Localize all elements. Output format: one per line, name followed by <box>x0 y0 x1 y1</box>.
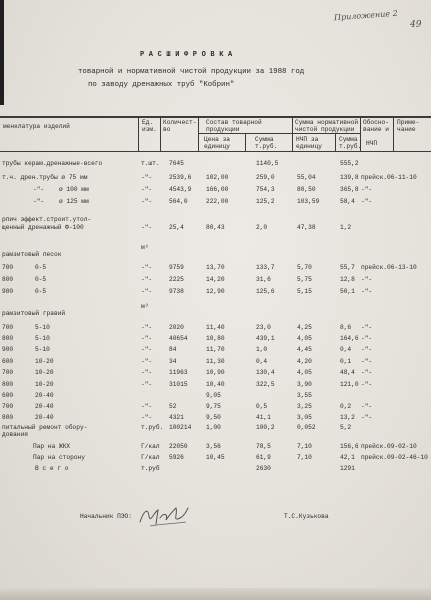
grade-mark: 900 <box>2 288 14 295</box>
unit-price: 10,45 <box>206 454 225 461</box>
nchp-per-unit: 55,04 <box>297 174 316 181</box>
nchp-per-unit: 0,052 <box>297 424 316 431</box>
commodity-sum: 1,0 <box>256 346 268 353</box>
product-name: Пар на ЖКХ <box>33 443 71 450</box>
quantity: 9759 <box>169 264 184 271</box>
unit-of-measure: т.руб <box>141 465 160 472</box>
nchp-per-unit: 80,50 <box>297 186 316 193</box>
quantity: 22050 <box>169 443 188 450</box>
header-nchp-price: НЧП за <box>296 136 319 143</box>
header-commodity-price: единицу <box>204 143 230 150</box>
header-note: Приме- <box>397 119 420 126</box>
grade-mark: 700 <box>2 264 14 271</box>
unit-price: 9,75 <box>206 403 221 410</box>
fraction-size: 0-5 <box>35 276 47 283</box>
quantity: 5926 <box>169 454 184 461</box>
price-list-basis: прейск.09-02-10 <box>361 443 417 450</box>
nchp-per-unit: 4,25 <box>297 324 312 331</box>
unit-price: 9,50 <box>206 414 221 421</box>
unit-price: 14,20 <box>206 276 225 283</box>
header-commodity-price: Цена за <box>204 136 230 143</box>
header-divider <box>245 133 246 152</box>
table-row <box>0 216 431 230</box>
commodity-sum: 439,1 <box>256 335 275 342</box>
nchp-sum: 58,4 <box>340 198 355 205</box>
nchp-sum: 5,2 <box>340 424 352 431</box>
commodity-sum: 2630 <box>256 465 271 472</box>
nchp-sum: 156,6 <box>340 443 359 450</box>
header-commodity-group: продукции <box>206 126 240 133</box>
scan-edge-left <box>0 0 4 105</box>
commodity-sum: 1140,5 <box>256 160 279 167</box>
commodity-sum: 78,5 <box>256 443 271 450</box>
unit-of-measure: Г/кал <box>141 454 160 461</box>
grade-mark: 800 <box>2 381 14 388</box>
unit-price: 10,40 <box>206 381 225 388</box>
unit-of-measure: -"- <box>141 186 153 193</box>
unit-of-measure: -"- <box>141 324 153 331</box>
scan-edge-bottom <box>0 588 431 600</box>
table-row <box>0 288 431 302</box>
fraction-size: 10-20 <box>35 381 54 388</box>
product-name: В с е г о <box>35 465 69 472</box>
unit-price: 166,00 <box>206 186 229 193</box>
unit-price: 10,90 <box>206 369 225 376</box>
unit-price: 80,43 <box>206 224 225 231</box>
nchp-sum: 121,0 <box>340 381 359 388</box>
unit-of-measure: Г/кал <box>141 443 160 450</box>
price-list-basis: прейск.06-13-10 <box>361 264 417 271</box>
product-name-continued: щенный дренажный Ф-100 <box>2 224 84 231</box>
header-top-rule <box>0 116 431 118</box>
price-list-basis: -"- <box>361 288 373 295</box>
unit-of-measure: м³ <box>141 244 149 251</box>
handwritten-annotation: Приложение 2 <box>333 8 399 23</box>
header-commodity-sum: т.руб. <box>255 143 278 150</box>
nchp-per-unit: 7,10 <box>297 454 312 461</box>
nchp-sum: 365,8 <box>340 186 359 193</box>
price-list-basis: -"- <box>361 198 373 205</box>
fraction-size: 5-10 <box>35 324 50 331</box>
price-list-basis: -"- <box>361 403 373 410</box>
unit-of-measure: -"- <box>141 403 153 410</box>
unit-of-measure: т.руб. <box>141 424 164 431</box>
header-divider <box>393 116 394 152</box>
nchp-sum: 13,2 <box>340 414 355 421</box>
price-list-basis: -"- <box>361 276 373 283</box>
nchp-per-unit: 7,10 <box>297 443 312 450</box>
grade-mark: 700 <box>2 403 14 410</box>
header-divider <box>292 116 293 152</box>
commodity-sum: 61,9 <box>256 454 271 461</box>
quantity: 9738 <box>169 288 184 295</box>
price-list-basis: прейск.06-11-10 <box>361 174 417 181</box>
quantity: 7645 <box>169 160 184 167</box>
nchp-sum: 42,1 <box>340 454 355 461</box>
unit-price: 9,05 <box>206 392 221 399</box>
commodity-sum: 0,4 <box>256 358 268 365</box>
header-nchp-group: Сумма нормативной <box>295 119 359 126</box>
nchp-sum: 139,8 <box>340 174 359 181</box>
header-divider <box>335 133 336 152</box>
fraction-size: 5-10 <box>35 335 50 342</box>
unit-of-measure: -"- <box>141 381 153 388</box>
quantity: 4321 <box>169 414 184 421</box>
handwritten-page-number: 49 <box>410 20 422 30</box>
nchp-per-unit: 3,90 <box>297 381 312 388</box>
price-list-basis: -"- <box>361 414 373 421</box>
unit-of-measure: -"- <box>141 198 153 205</box>
unit-price: 11,40 <box>206 324 225 331</box>
nchp-per-unit: 47,38 <box>297 224 316 231</box>
quantity: 100214 <box>169 424 192 431</box>
table-row <box>0 198 431 212</box>
quantity: 2539,6 <box>169 174 192 181</box>
header-nomenclature: менклатура изделий <box>3 123 70 130</box>
unit-price: 12,90 <box>206 288 225 295</box>
nchp-sum: 555,2 <box>340 160 359 167</box>
commodity-sum: 2,0 <box>256 224 268 231</box>
header-basis: НЧП <box>366 140 378 147</box>
commodity-sum: 322,5 <box>256 381 275 388</box>
grade-mark: 700 <box>2 369 14 376</box>
section-heading <box>0 303 431 324</box>
unit-price: 102,00 <box>206 174 229 181</box>
commodity-sum: 133,7 <box>256 264 275 271</box>
header-nchp-sum: т.руб. <box>339 143 362 150</box>
product-name: питальный ремонт обору- <box>2 424 88 431</box>
unit-price: 13,70 <box>206 264 225 271</box>
table-row <box>0 424 431 438</box>
product-name: трубы керам.дренажные-всего <box>2 160 103 167</box>
table-row <box>0 160 431 174</box>
product-name: -"- ø 100 мм <box>33 186 89 193</box>
quantity: 84 <box>169 346 177 353</box>
unit-price: 3,56 <box>206 443 221 450</box>
nchp-sum: 1291 <box>340 465 355 472</box>
header-divider <box>160 116 161 152</box>
nchp-sum: 1,2 <box>340 224 352 231</box>
grade-mark: 700 <box>2 324 14 331</box>
commodity-sum: 0,5 <box>256 403 268 410</box>
nchp-per-unit: 3,05 <box>297 414 312 421</box>
unit-price: 11,70 <box>206 346 225 353</box>
nchp-per-unit: 4,05 <box>297 369 312 376</box>
commodity-sum: 23,0 <box>256 324 271 331</box>
total-row <box>0 465 431 479</box>
nchp-sum: 0,1 <box>340 358 352 365</box>
commodity-sum: 125,6 <box>256 288 275 295</box>
nchp-sum: 8,6 <box>340 324 352 331</box>
header-commodity-sum: Сумма <box>255 136 274 143</box>
unit-of-measure: -"- <box>141 276 153 283</box>
product-name: -"- ø 125 мм <box>33 198 89 205</box>
commodity-sum: 31,6 <box>256 276 271 283</box>
quantity: 564,0 <box>169 198 188 205</box>
fraction-size: 20-40 <box>35 403 54 410</box>
nchp-sum: 50,1 <box>340 288 355 295</box>
product-name: т.ч. дрен.трубы ø 75 мм <box>2 174 88 181</box>
quantity: 2020 <box>169 324 184 331</box>
fraction-size: 0-5 <box>35 288 47 295</box>
quantity: 4543,9 <box>169 186 192 193</box>
fraction-size: 20-40 <box>35 414 54 421</box>
price-list-basis: -"- <box>361 335 373 342</box>
fraction-size: 5-10 <box>35 346 50 353</box>
nchp-per-unit: 3,55 <box>297 392 312 399</box>
header-quantity: во <box>163 126 171 133</box>
unit-of-measure: -"- <box>141 414 153 421</box>
document-subtitle: товарной и нормативной чистой продукции за 1988 год <box>78 68 305 76</box>
header-nchp-price: единицу <box>296 143 322 150</box>
unit-of-measure: -"- <box>141 174 153 181</box>
unit-price: 222,00 <box>206 198 229 205</box>
nchp-per-unit: 4,45 <box>297 346 312 353</box>
fraction-size: 10-20 <box>35 358 54 365</box>
header-commodity-group: Состав товарной <box>206 119 262 126</box>
nchp-sum: 48,4 <box>340 369 355 376</box>
nchp-per-unit: 5,15 <box>297 288 312 295</box>
quantity: 11963 <box>169 369 188 376</box>
unit-of-measure: -"- <box>141 358 153 365</box>
quantity: 2225 <box>169 276 184 283</box>
unit-of-measure: м³ <box>141 303 149 310</box>
header-quantity: Количест- <box>163 119 197 126</box>
quantity: 25,4 <box>169 224 184 231</box>
price-list-basis: -"- <box>361 324 373 331</box>
unit-price: 11,30 <box>206 358 225 365</box>
commodity-sum: 125,2 <box>256 198 275 205</box>
unit-of-measure: -"- <box>141 264 153 271</box>
product-name: рамзитовый гравий <box>2 310 66 317</box>
header-unit: Ед. <box>142 119 154 126</box>
header-divider <box>138 116 139 152</box>
header-bottom-rule <box>0 151 431 152</box>
commodity-sum: 41,1 <box>256 414 271 421</box>
unit-of-measure: -"- <box>141 335 153 342</box>
header-note: чание <box>397 126 416 133</box>
header-nchp-group: чистой продукции <box>295 126 355 133</box>
commodity-sum: 100,2 <box>256 424 275 431</box>
nchp-sum: 55,7 <box>340 264 355 271</box>
quantity: 34 <box>169 358 177 365</box>
nchp-per-unit: 5,75 <box>297 276 312 283</box>
product-name-continued: дования <box>2 431 28 438</box>
document-title: Р А С Ш И Ф Р О В К А <box>140 51 233 59</box>
price-list-basis: -"- <box>361 186 373 193</box>
header-unit: изм. <box>142 126 157 133</box>
nchp-per-unit: 5,70 <box>297 264 312 271</box>
quantity: 40654 <box>169 335 188 342</box>
price-list-basis: -"- <box>361 369 373 376</box>
grade-mark: 800 <box>2 414 14 421</box>
unit-of-measure: -"- <box>141 224 153 231</box>
header-basis: Обосно- <box>363 119 389 126</box>
unit-price: 10,80 <box>206 335 225 342</box>
section-heading <box>0 244 431 265</box>
unit-of-measure: -"- <box>141 346 153 353</box>
nchp-sum: 0,2 <box>340 403 352 410</box>
nchp-sum: 164,6 <box>340 335 359 342</box>
unit-of-measure: -"- <box>141 369 153 376</box>
product-name: рамзитовый песок <box>2 251 62 258</box>
product-name: рпич эффект.строит.утол- <box>2 216 92 223</box>
nchp-per-unit: 4,20 <box>297 358 312 365</box>
quantity: 31015 <box>169 381 188 388</box>
nchp-per-unit: 3,25 <box>297 403 312 410</box>
commodity-sum: 754,3 <box>256 186 275 193</box>
price-list-basis: прейск.09-02-46-10 <box>361 454 428 461</box>
commodity-sum: 259,0 <box>256 174 275 181</box>
signature <box>136 502 196 530</box>
header-nchp-sum: Сумма <box>339 136 358 143</box>
product-name: Пар на сторону <box>33 454 85 461</box>
grade-mark: 600 <box>2 358 14 365</box>
fraction-size: 0-5 <box>35 264 47 271</box>
document-subtitle-plant: по заводу дренажных труб "Кобрин" <box>88 81 235 89</box>
nchp-sum: 12,8 <box>340 276 355 283</box>
commodity-sum: 130,4 <box>256 369 275 376</box>
unit-price: 1,00 <box>206 424 221 431</box>
price-list-basis: -"- <box>361 381 373 388</box>
grade-mark: 800 <box>2 276 14 283</box>
signatory-name: Т.С.Кузькова <box>284 513 329 520</box>
grade-mark: 900 <box>2 346 14 353</box>
grade-mark: 800 <box>2 335 14 342</box>
unit-of-measure: -"- <box>141 288 153 295</box>
fraction-size: 20-40 <box>35 392 54 399</box>
grade-mark: 600 <box>2 392 14 399</box>
unit-of-measure: т.шт. <box>141 160 160 167</box>
price-list-basis: -"- <box>361 346 373 353</box>
fraction-size: 10-20 <box>35 369 54 376</box>
price-list-basis: -"- <box>361 358 373 365</box>
header-divider <box>198 116 199 152</box>
quantity: 52 <box>169 403 177 410</box>
signatory-position: Начальник ПЭО: <box>80 513 132 520</box>
nchp-sum: 0,4 <box>340 346 352 353</box>
nchp-per-unit: 103,59 <box>297 198 320 205</box>
header-basis: вание и <box>363 126 389 133</box>
nchp-per-unit: 4,05 <box>297 335 312 342</box>
